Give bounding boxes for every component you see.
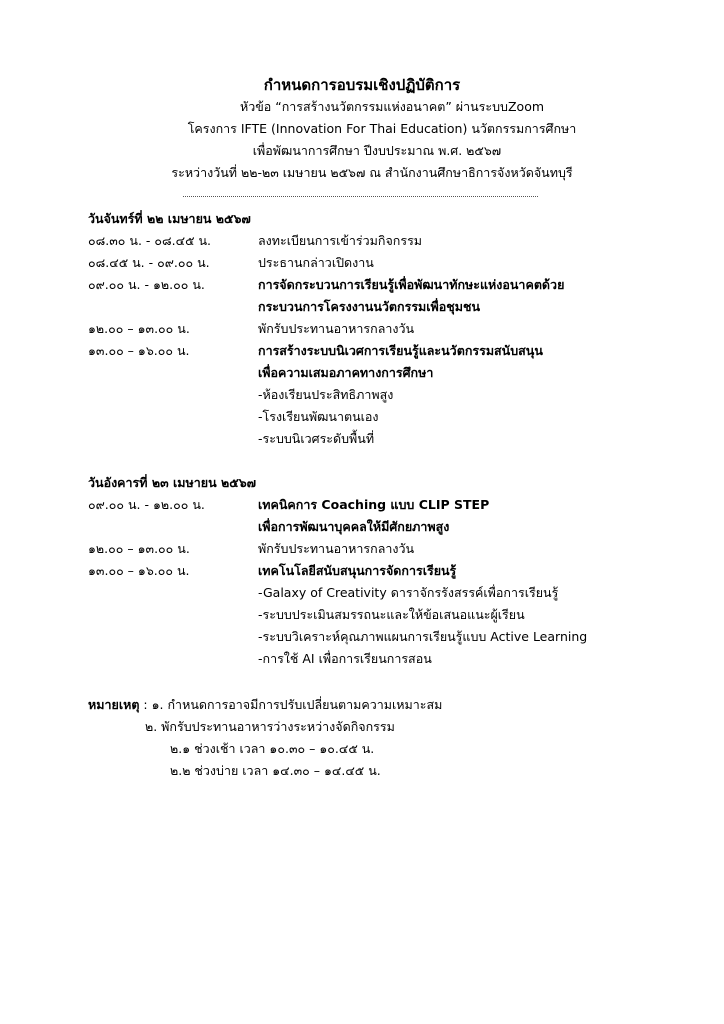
document-header — [0, 74, 724, 184]
schedule-row — [88, 340, 648, 362]
sub-item: -โรงเรียนพัฒนาตนเอง — [258, 409, 379, 424]
note-2-2: ๒.๒ ช่วงบ่าย เวลา ๑๔.๓๐ – ๑๔.๔๕ น. — [170, 763, 381, 778]
day2-heading: วันอังคารที่ ๒๓ เมษายน ๒๕๖๗ — [88, 475, 257, 490]
row-time: ๑๓.๐๐ – ๑๖.๐๐ น. — [88, 343, 190, 358]
date-place-line: ระหว่างวันที่ ๒๒-๒๓ เมษายน ๒๕๖๗ ณ สำนักงานศึกษาธิการจังหวัดจันทบุรี — [171, 165, 573, 180]
row-activity: ประธานกล่าวเปิดงาน — [258, 255, 374, 270]
dotted-divider — [183, 196, 538, 197]
schedule-row — [88, 560, 648, 582]
day2-section — [88, 472, 648, 670]
day1-heading: วันจันทร์ที่ ๒๒ เมษายน ๒๕๖๗ — [88, 211, 251, 226]
sub-item: -การใช้ AI เพื่อการเรียนการสอน — [258, 651, 432, 666]
note-2-1: ๒.๑ ช่วงเช้า เวลา ๑๐.๓๐ – ๑๐.๔๕ น. — [170, 741, 375, 756]
row-time: ๐๘.๔๕ น. - ๐๙.๐๐ น. — [88, 255, 210, 270]
note-1-text: : ๑. กำหนดการอาจมีการปรับเปลี่ยนตามความเหมาะสม — [139, 697, 443, 712]
note-1 — [88, 694, 648, 716]
row-activity-continued: เพื่อการพัฒนาบุคคลให้มีศักยภาพสูง — [258, 519, 450, 534]
row-activity-continued: เพื่อความเสมอภาคทางการศึกษา — [258, 365, 434, 380]
row-activity: พักรับประทานอาหารกลางวัน — [258, 541, 415, 556]
row-activity: เทคนิคการ Coaching แบบ CLIP STEP — [258, 497, 490, 512]
day1-section — [88, 208, 648, 450]
schedule-row-continued — [88, 362, 648, 384]
row-activity: การจัดกระบวนการเรียนรู้เพื่อพัฒนาทักษะแห่งอนาคตด้วย — [258, 277, 565, 292]
sub-item: -ระบบวิเคราะห์คุณภาพแผนการเรียนรู้แบบ Active Learning — [258, 629, 588, 644]
note-2: ๒. พักรับประทานอาหารว่างระหว่างจัดกิจกรรม — [145, 719, 395, 734]
schedule-row — [88, 318, 648, 340]
sub-item: -Galaxy of Creativity ดาราจักรรังสรรค์เพื่อการเรียนรู้ — [258, 585, 559, 600]
schedule-row — [88, 230, 648, 252]
document-title: กำหนดการอบรมเชิงปฏิบัติการ — [263, 76, 461, 94]
row-time: ๑๓.๐๐ – ๑๖.๐๐ น. — [88, 563, 190, 578]
row-activity: ลงทะเบียนการเข้าร่วมกิจกรรม — [258, 233, 423, 248]
schedule-row — [88, 494, 648, 516]
row-time: ๑๒.๐๐ – ๑๓.๐๐ น. — [88, 321, 190, 336]
schedule-row — [88, 252, 648, 274]
row-activity: พักรับประทานอาหารกลางวัน — [258, 321, 415, 336]
sub-item: -ระบบนิเวศระดับพื้นที่ — [258, 431, 375, 446]
row-time: ๐๙.๐๐ น. - ๑๒.๐๐ น. — [88, 497, 205, 512]
schedule-row-continued — [88, 516, 648, 538]
row-activity: การสร้างระบบนิเวศการเรียนรู้และนวัตกรรมสนับสนุน — [258, 343, 543, 358]
notes-section — [88, 694, 648, 782]
row-time: ๐๘.๓๐ น. - ๐๘.๔๕ น. — [88, 233, 212, 248]
notes-label: หมายเหตุ — [88, 697, 140, 712]
schedule-row — [88, 274, 648, 296]
topic-line: หัวข้อ “การสร้างนวัตกรรมแห่งอนาคต” ผ่านระบบZoom — [239, 99, 545, 114]
row-activity: เทคโนโลยีสนับสนุนการจัดการเรียนรู้ — [258, 563, 457, 578]
row-time: ๑๒.๐๐ – ๑๓.๐๐ น. — [88, 541, 190, 556]
schedule-row — [88, 538, 648, 560]
sub-item: -ระบบประเมินสมรรถนะและให้ข้อเสนอแนะผู้เรียน — [258, 607, 525, 622]
row-time: ๐๙.๐๐ น. - ๑๒.๐๐ น. — [88, 277, 205, 292]
sub-item: -ห้องเรียนประสิทธิภาพสูง — [258, 387, 394, 402]
purpose-line: เพื่อพัฒนาการศึกษา ปีงบประมาณ พ.ศ. ๒๕๖๗ — [252, 143, 502, 158]
schedule-row-continued — [88, 296, 648, 318]
row-activity-continued: กระบวนการโครงงานนวัตกรรมเพื่อชุมชน — [258, 299, 481, 314]
project-line: โครงการ IFTE (Innovation For Thai Education) นวัตกรรมการศึกษา — [187, 121, 577, 136]
